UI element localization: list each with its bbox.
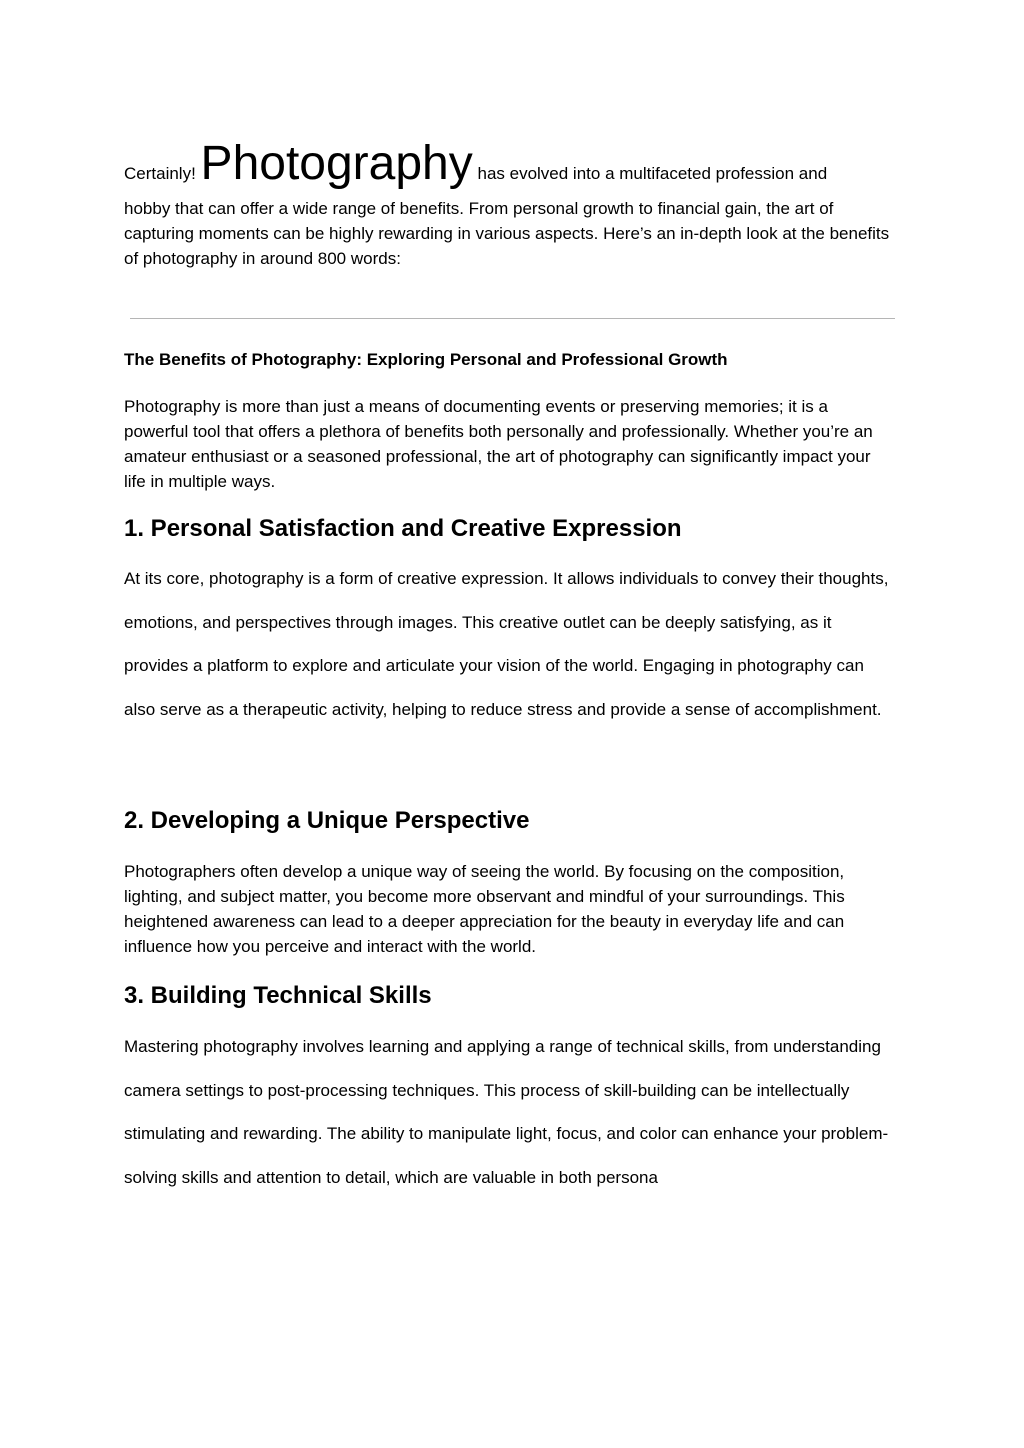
intro-first-line-rest: has evolved into a multifaceted profession and bbox=[477, 164, 828, 183]
intro-block bbox=[124, 137, 896, 271]
article-title: The Benefits of Photography: Exploring Personal and Professional Growth bbox=[124, 350, 728, 369]
section-3-body: Mastering photography involves learning and applying a range of technical skills, from understanding camera settings to post-processing techniques. This process of skill-building can be intellectually stimulating and rewarding. The ability to manipulate light, focus, and color can enhance your problem-solving skills and attention to detail, which are valuable in both persona bbox=[124, 1037, 889, 1187]
intro-lead: Certainly! bbox=[124, 164, 196, 183]
section-1-body: At its core, photography is a form of creative expression. It allows individuals to convey their thoughts, emotions, and perspectives through images. This creative outlet can be deeply satisfying, as it provides a platform to explore and articulate your vision of the world. Engaging in photography can also serve as a therapeutic activity, helping to reduce stress and provide a sense of accomplishment. bbox=[124, 569, 889, 719]
section-2-heading: 2. Developing a Unique Perspective bbox=[124, 807, 530, 834]
article-opening: Photography is more than just a means of documenting events or preserving memories; it is a powerful tool that offers a plethora of benefits both personally and professionally. Whether you’re an amateur enthusiast or a seasoned professional, the art of photography can significantly impact your life in multiple ways. bbox=[124, 397, 873, 491]
section-3-heading: 3. Building Technical Skills bbox=[124, 982, 432, 1009]
horizontal-divider bbox=[130, 318, 895, 319]
section-1-heading: 1. Personal Satisfaction and Creative Expression bbox=[124, 515, 682, 542]
section-2-body: Photographers often develop a unique way of seeing the world. By focusing on the composition, lighting, and subject matter, you become more observant and mindful of your surroundings. This heightened awareness can lead to a deeper appreciation for the beauty in everyday life and can influence how you perceive and interact with the world. bbox=[124, 862, 845, 956]
intro-big-word: Photography bbox=[200, 137, 473, 190]
intro-continuation: hobby that can offer a wide range of benefits. From personal growth to financial gain, the art of capturing moments can be highly rewarding in various aspects. Here’s an in-depth look at the benefits of photography in around 800 words: bbox=[124, 199, 890, 268]
intro-first-line bbox=[124, 137, 896, 190]
